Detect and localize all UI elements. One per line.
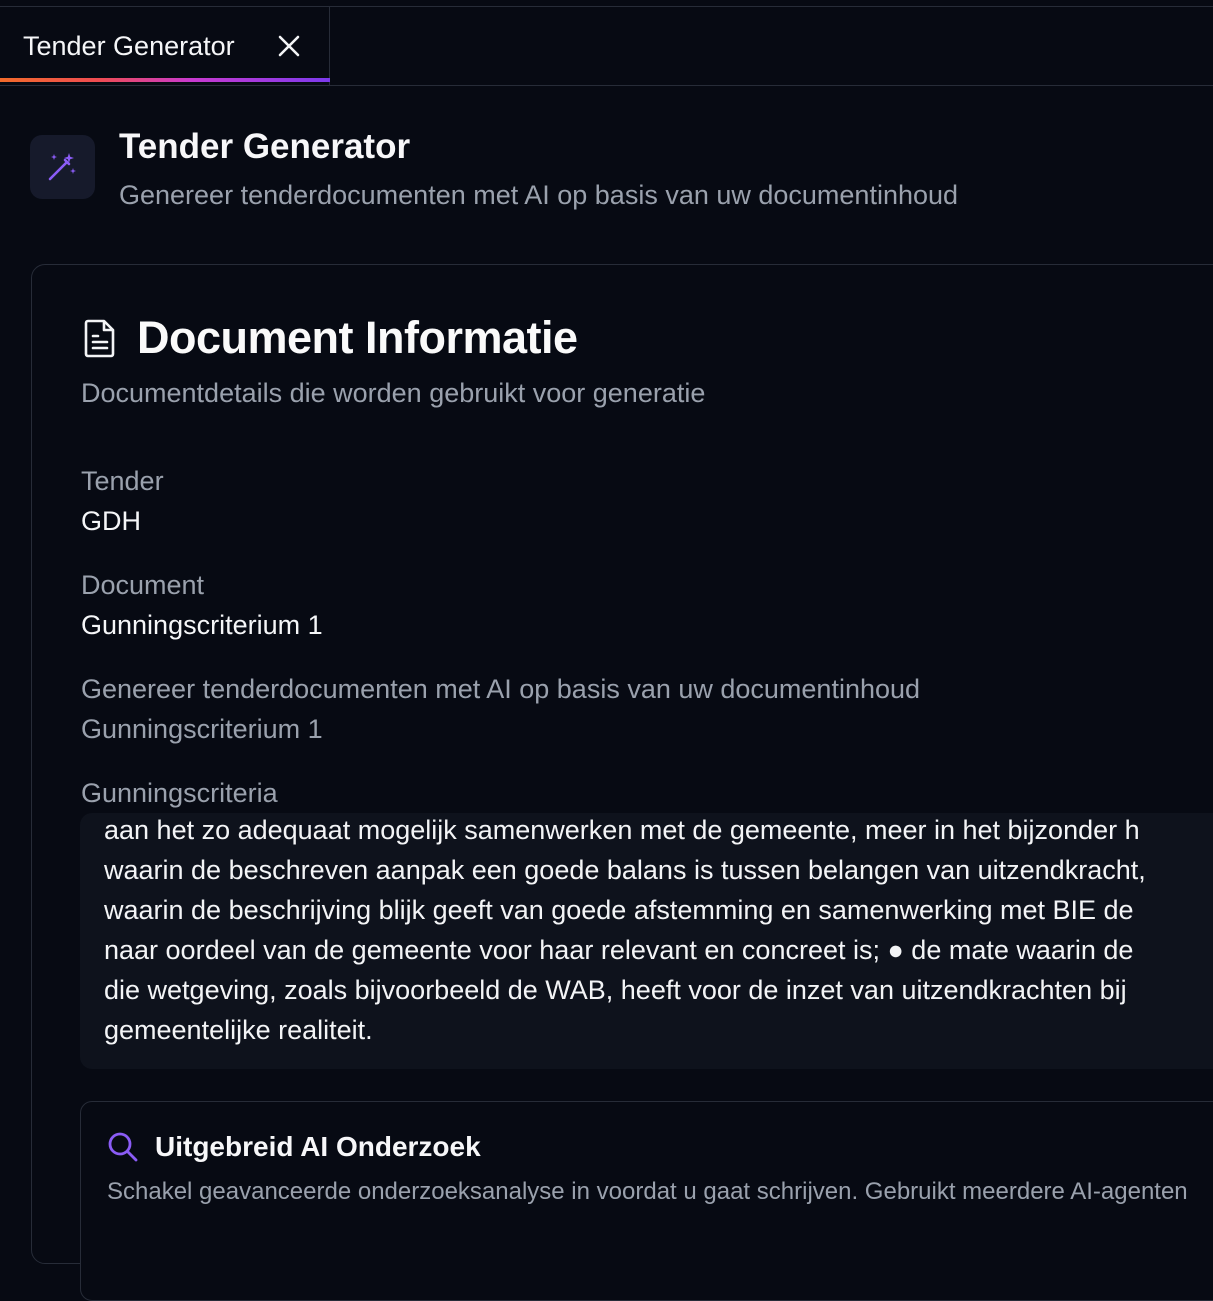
criteria-line: waarin de beschreven aanpak een goede balans is tussen belangen van uitzendkracht,: [104, 855, 1146, 885]
field-label-criteria: Gunningscriteria: [81, 778, 278, 808]
field-label-description: Genereer tenderdocumenten met AI op basis van uw documentinhoud: [81, 674, 921, 704]
search-icon: [107, 1131, 139, 1168]
criteria-line: aan het zo adequaat mogelijk samenwerken met de gemeente, meer in het bijzonder h: [104, 815, 1140, 845]
close-icon[interactable]: [274, 31, 304, 61]
tab-label: Tender Generator: [23, 31, 235, 61]
research-card[interactable]: [80, 1101, 1213, 1301]
tab-tender-generator[interactable]: [0, 7, 330, 86]
field-value-document: Gunningscriterium 1: [81, 610, 323, 640]
active-tab-indicator: [0, 78, 330, 82]
field-label-tender: Tender: [81, 466, 164, 496]
criteria-line: gemeentelijke realiteit.: [104, 1015, 373, 1045]
research-description: Schakel geavanceerde onderzoeksanalyse in voordat u gaat schrijven. Gebruikt meerdere AI-agenten: [107, 1178, 1188, 1205]
page-title: Tender Generator: [119, 127, 411, 166]
window-top-edge: [0, 0, 1213, 7]
research-title: Uitgebreid AI Onderzoek: [155, 1131, 481, 1162]
document-icon: [82, 318, 118, 363]
criteria-text: [104, 813, 1146, 1050]
card-subtitle: Documentdetails die worden gebruikt voor generatie: [81, 378, 706, 408]
criteria-text-box[interactable]: [80, 813, 1213, 1069]
magic-wand-icon: [30, 135, 95, 199]
card-title: Document Informatie: [137, 312, 578, 363]
criteria-line: waarin de beschrijving blijk geeft van goede afstemming en samenwerking met BIE de: [104, 895, 1134, 925]
tab-bar: [0, 7, 1213, 86]
field-value-description: Gunningscriterium 1: [81, 714, 323, 744]
field-label-document: Document: [81, 570, 205, 600]
criteria-line: naar oordeel van de gemeente voor haar relevant en concreet is; ● de mate waarin de: [104, 935, 1134, 965]
field-value-tender: GDH: [81, 506, 141, 536]
criteria-line: die wetgeving, zoals bijvoorbeeld de WAB, heeft voor de inzet van uitzendkrachten bij: [104, 975, 1127, 1005]
page-subtitle: Genereer tenderdocumenten met AI op basis van uw documentinhoud: [119, 180, 959, 210]
